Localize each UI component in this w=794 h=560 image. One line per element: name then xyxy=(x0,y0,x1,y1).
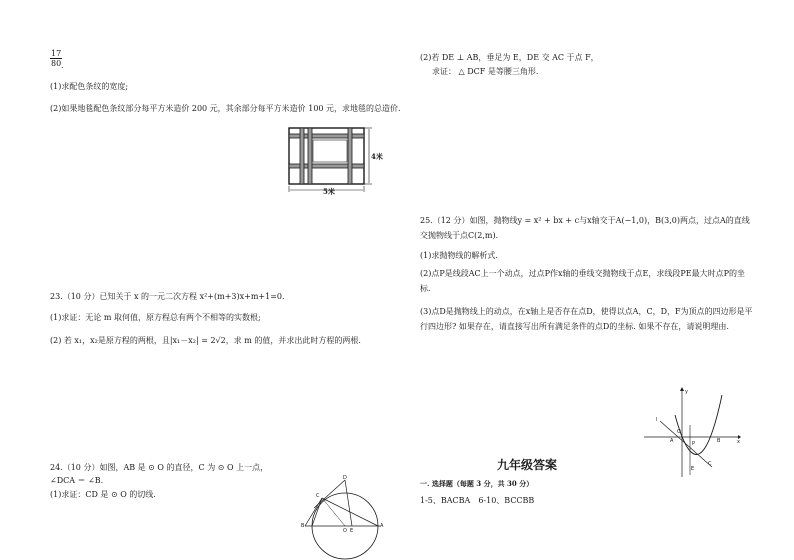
label-point-a: A xyxy=(670,438,674,444)
q22-part-2-prove: 求证： △ DCF 是等腰三角形. xyxy=(432,67,539,76)
label-d: D xyxy=(343,475,347,481)
label-point-b: B xyxy=(717,438,721,444)
label-b: B xyxy=(301,523,305,529)
label-o: O xyxy=(343,528,347,534)
answer-section-header: 一. 选择题（每题 3 分，共 30 分） xyxy=(420,479,534,488)
label-line-l: l xyxy=(656,417,658,423)
q25-part-3: (3)点D是抛物线上的动点，在x轴上是否存在点D，使得以点A，C，D，F为顶点的四边形是平行四边形? 如果存在，请直接写出所有满足条件的点D的坐标. 如果不存在，请说明理由. xyxy=(420,307,753,331)
label-point-p: P xyxy=(692,441,696,447)
fraction-numerator: 17 xyxy=(51,49,62,58)
answer-title: 九年级答案 xyxy=(497,458,558,472)
label-point-e: E xyxy=(691,466,695,472)
q23-title: 23.（10 分）已知关于 x 的一元二次方程 x²+(m+3)x+m+1=0. xyxy=(50,292,285,301)
label-e: E xyxy=(350,528,354,534)
q25-part-2: (2)点P是线段AC上一个动点，过点P作x轴的垂线交抛物线于点E，求线段PE最大时点P的坐标. xyxy=(420,269,745,293)
label-origin-o: O xyxy=(677,429,681,435)
carpet-height-label: 4米 xyxy=(371,152,383,161)
q24-title: 24.（10 分）如图，AB 是 ⊙ O 的直径，C 为 ⊙ O 上一点， xyxy=(50,463,269,472)
q23-part-2: (2) 若 x₁，x₂是原方程的两根，且|x₁－x₂| = 2√2，求 m 的值，并求出此时方程的两根. xyxy=(50,336,361,345)
q22-part-2: (2)若 DE ⊥ AB，垂足为 E，DE 交 AC 于点 F， xyxy=(420,53,599,62)
q1-part-2: (2)如果地毯配色条纹部分每平方米造价 200 元，其余部分每平方米造价 100 元，求地毯的总造价. xyxy=(50,104,401,113)
answer-choices-line: 1-5、BACBA 6-10、BCCBB xyxy=(420,496,535,505)
fraction-period: . xyxy=(61,61,64,70)
label-point-c: C xyxy=(708,461,712,467)
q24-part-1: (1)求证：CD 是 ⊙ O 的切线. xyxy=(50,490,156,499)
label-a: A xyxy=(380,523,384,529)
parabola-figure xyxy=(642,385,742,480)
q23-part-1: (1)求证：无论 m 取何值，原方程总有两个不相等的实数根; xyxy=(50,313,261,322)
q1-part-1: (1)求配色条纹的宽度; xyxy=(50,82,129,91)
q25-title: 25.（12 分）如图，抛物线y = x² + bx + c与x轴交于A(−1,0)，B(3,0)两点，过点A的直线交抛物线于点C(2,m). xyxy=(420,216,750,240)
fraction-denominator: 80 xyxy=(51,59,62,68)
q24-condition: ∠DCA ＝ ∠B. xyxy=(50,476,104,485)
carpet-width-label: 5米 xyxy=(323,187,335,196)
label-c: C xyxy=(316,493,320,499)
carpet-figure xyxy=(286,126,386,198)
circle-figure xyxy=(300,474,390,560)
q25-part-1: (1)求抛物线的解析式. xyxy=(420,251,498,260)
axis-x-label: x xyxy=(737,439,740,445)
axis-y-label: y xyxy=(685,389,688,395)
